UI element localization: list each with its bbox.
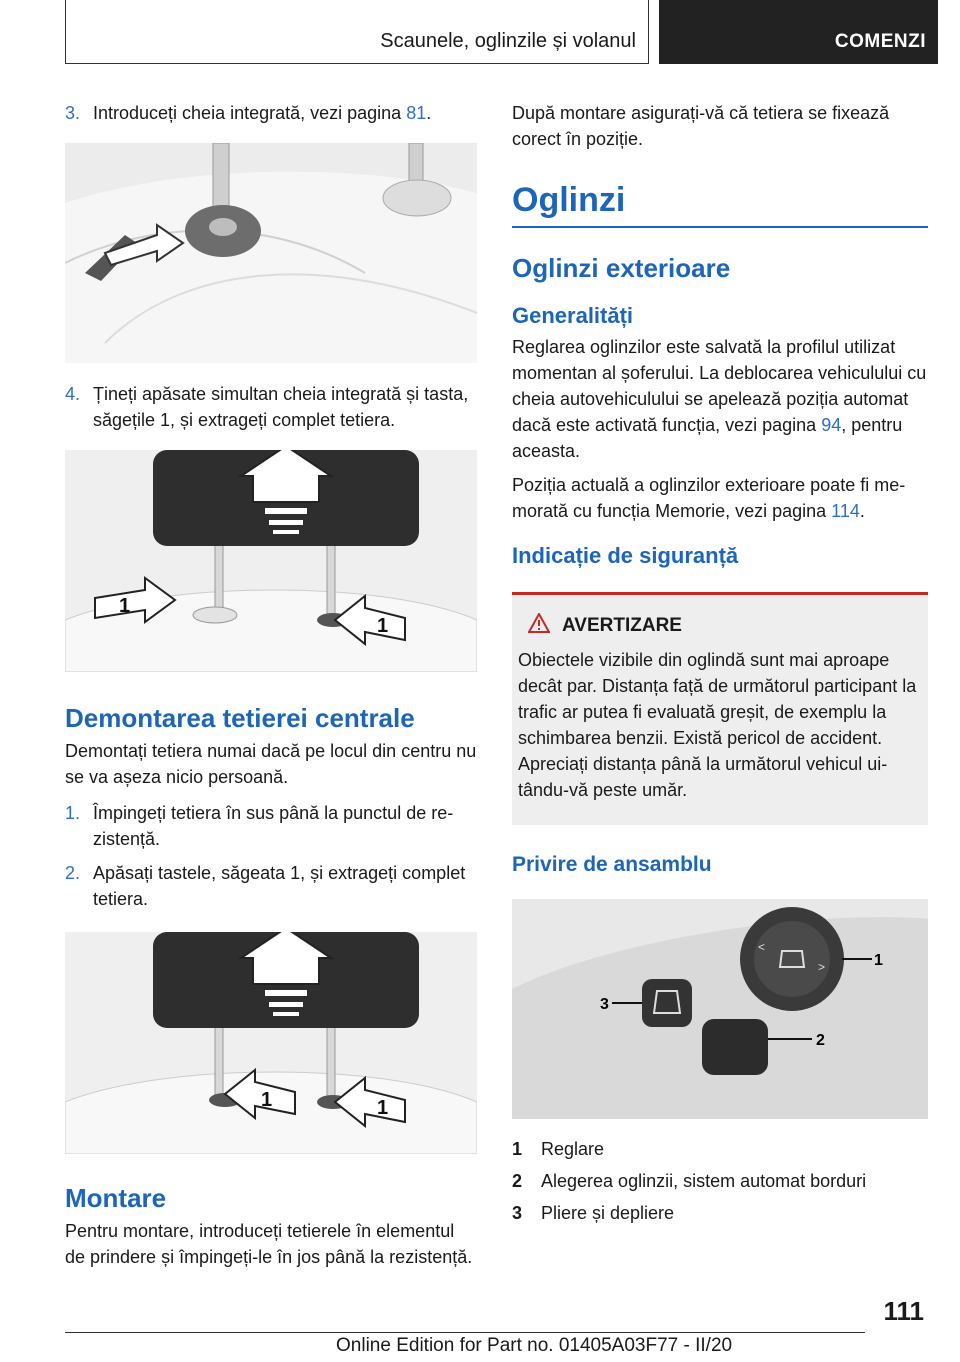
legend-label: Pliere și depliere: [541, 1203, 675, 1223]
page-link-94[interactable]: 94: [821, 415, 842, 435]
heading-rule: [512, 226, 928, 228]
callout-1: 1: [377, 1097, 389, 1119]
legend-label: Alegerea oglinzii, sistem automat borduri: [541, 1171, 867, 1191]
chapter-tab[interactable]: COMENZI: [834, 31, 926, 52]
legend-number: 2: [512, 1171, 523, 1191]
legend-list: [512, 1133, 928, 1229]
heading-removal: Demontarea tetierei centrale: [65, 703, 415, 733]
callout-1: 1: [261, 1089, 273, 1111]
paragraph-tail: , pentru aceasta.: [512, 415, 903, 461]
warning-triangle-icon: [528, 613, 550, 639]
step-text: Introduceți cheia integrată, vezi pagina: [93, 103, 407, 123]
general-paragraph-2: [512, 472, 928, 524]
step-text: Apăsați tastele, săgeata 1, și extrageți complet tetiera.: [93, 863, 466, 909]
chevron-right-icon: >: [818, 960, 826, 974]
heading-safety: Indicație de siguranță: [512, 543, 739, 568]
page-link-81[interactable]: 81: [406, 103, 427, 123]
legend-item: [512, 1165, 928, 1197]
after-mount-text: După montare asigurați-vă că tetiera se fixează corect în poziție.: [512, 103, 890, 149]
callout-1: 1: [119, 595, 131, 617]
callout-2: 2: [816, 1032, 825, 1049]
warning-text: Obiectele vizibile din oglindă sunt mai aproape decât par. Distanța față de următorul participant la trafic ar putea fi evaluată greșit, de exemplu la schimbarea benzii. Există pericol de accident. Apreciați distanța până la următorul vehicul uitându-vă peste umăr.: [518, 650, 917, 800]
callout-1: 1: [874, 952, 883, 969]
legend-label: Reglare: [541, 1139, 605, 1159]
legend-item: [512, 1197, 928, 1229]
central-headrest-figure: [65, 932, 477, 1154]
removal-intro: Demontați tetiera numai dacă pe locul din centru nu se va așeza nicio persoană.: [65, 741, 477, 787]
general-paragraph-1: [512, 334, 928, 464]
heading-exterior-mirrors: Oglinzi exterioare: [512, 253, 731, 283]
callout-1: 1: [377, 615, 389, 637]
step-number: 2.: [65, 863, 81, 883]
step-text: Împingeți tetiera în sus până la punctul de rezistență.: [93, 803, 454, 849]
step-number: 4.: [65, 384, 81, 404]
legend-number: 3: [512, 1203, 523, 1223]
step-number: 1.: [65, 803, 81, 823]
paragraph-text: Poziția actuală a oglinzilor exterioare poate fi memorată cu funcția Memorie, vezi pagina: [512, 475, 906, 521]
step-number: 3.: [65, 103, 81, 123]
heading-general: Generalități: [512, 303, 634, 328]
chevron-left-icon: <: [758, 940, 766, 954]
left-column: [65, 100, 477, 1270]
right-column: [512, 100, 928, 1229]
headrest-removal-figure: [65, 450, 477, 672]
heading-overview: Privire de ansamblu: [512, 853, 712, 876]
footer-rule: [65, 1332, 865, 1333]
step-3: [65, 100, 477, 126]
step-text: Țineți apăsate simultan cheia integrată și tasta, săgețile 1, și extrageți complet tetiera.: [93, 384, 469, 430]
edition-note: Online Edition for Part no. 01405A03F77 - II/20: [336, 1335, 733, 1356]
page-number: 111: [883, 1296, 924, 1326]
page-link-114[interactable]: 114: [831, 501, 860, 521]
mirror-controls-figure: [512, 899, 928, 1119]
punct: .: [426, 103, 432, 123]
section-title: Scaunele, oglinzile și volanul: [380, 30, 636, 52]
callout-3: 3: [600, 996, 609, 1013]
warning-title-text: AVERTIZARE: [562, 615, 682, 636]
mount-text: Pentru montare, introduceți tetierele în elementul de prindere și împingeți-le în jos până la rezistență.: [65, 1221, 473, 1267]
warning-title: [528, 613, 920, 639]
removal-step-2: [65, 860, 477, 912]
heading-mount: Montare: [65, 1183, 167, 1213]
warning-box: [512, 592, 928, 825]
paragraph-text: Reglarea oglinzilor este salvată la profilul utilizat momentan al șoferului. La deblocarea vehiculului cu cheia autovehiculului se apelează poziția automat dacă este activată funcția, vezi pagina: [512, 337, 927, 435]
legend-item: [512, 1133, 928, 1165]
header-tab-box: [659, 0, 938, 64]
removal-step-1: [65, 800, 477, 852]
header-section-box: [65, 0, 649, 64]
heading-mirrors: Oglinzi: [512, 181, 626, 219]
headrest-key-figure: [65, 143, 477, 363]
paragraph-tail: .: [859, 501, 865, 521]
step-4: [65, 381, 477, 433]
legend-number: 1: [512, 1139, 523, 1159]
